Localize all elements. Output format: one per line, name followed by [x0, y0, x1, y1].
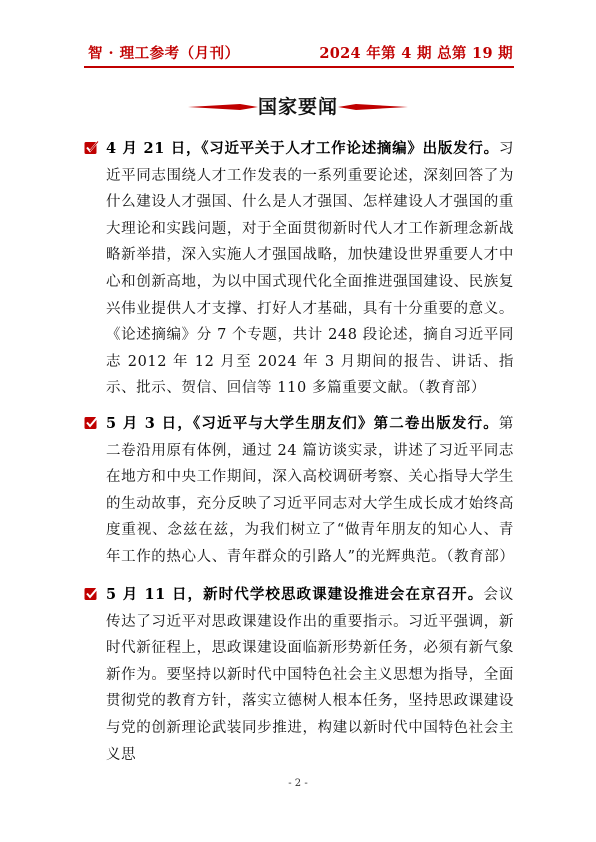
news-item [84, 582, 514, 768]
check-box-icon [84, 415, 99, 430]
check-box-icon [84, 140, 99, 155]
news-body: 会议传达了习近平对思政课建设作出的重要指示。习近平强调，新时代新征程上，思政课建设面临新形势新任务，必须有新气象新作为。要坚持以新时代中国特色社会主义思想为指导，全面贯彻党的教育方针，落实立德树人根本任务，坚持思政课建设与党的创新理论武装同步推进，构建以新时代中国特色社会主义思 [106, 587, 514, 763]
news-headline: 5 月 11 日，新时代学校思政课建设推进会在京召开。 [106, 586, 484, 603]
check-box-icon [84, 586, 99, 601]
header-rule [84, 66, 514, 68]
news-body: 第二卷沿用原有体例，通过 24 篇访谈实录，讲述了习近平同志在地方和中央工作期间，深入高校调研考察、关心指导大学生的生动故事，充分反映了习近平同志对大学生成长成才始终高度重视、念兹在兹，为我们树立了“做青年朋友的知心人、青年工作的热心人、青年群众的引路人”的光辉典范。（教育部） [106, 416, 515, 565]
running-header [88, 40, 513, 66]
section-heading [170, 92, 426, 126]
right-ornament-icon [338, 102, 408, 112]
journal-name: 智 · 理工参考（月刊） [88, 45, 240, 62]
news-paragraph [106, 411, 514, 571]
news-headline: 4 月 21 日，《习近平关于人才工作论述摘编》出版发行。 [106, 140, 499, 157]
issue-number: 2024 年第 4 期 总第 19 期 [319, 45, 513, 62]
news-item [84, 136, 514, 402]
news-item [84, 411, 514, 571]
news-headline: 5 月 3 日，《习近平与大学生朋友们》第二卷出版发行。 [106, 415, 499, 432]
page-number: - 2 - [288, 778, 308, 789]
section-title: 国家要闻 [257, 96, 338, 118]
news-paragraph [106, 136, 514, 402]
news-paragraph [106, 582, 514, 768]
news-body: 习近平同志围绕人才工作发表的一系列重要论述，深刻回答了为什么建设人才强国、什么是人才强国、怎样建设人才强国的重大理论和实践问题，对于全面贯彻新时代人才工作新理念新战略新举措，深入实施人才强国战略，加快建设世界重要人才中心和创新高地，为以中国式现代化全面推进强国建设、民族复兴伟业提供人才支撑、打好人才基础，具有十分重要的意义。《论述摘编》分 7 个专题，共计 248 段论述，摘自习近平同志 2012 年 12 月至 2024 年 3 月期间的报告、讲话、指示、批示、贺信、回信等 110 多篇重要文献。（教育部） [106, 141, 514, 397]
